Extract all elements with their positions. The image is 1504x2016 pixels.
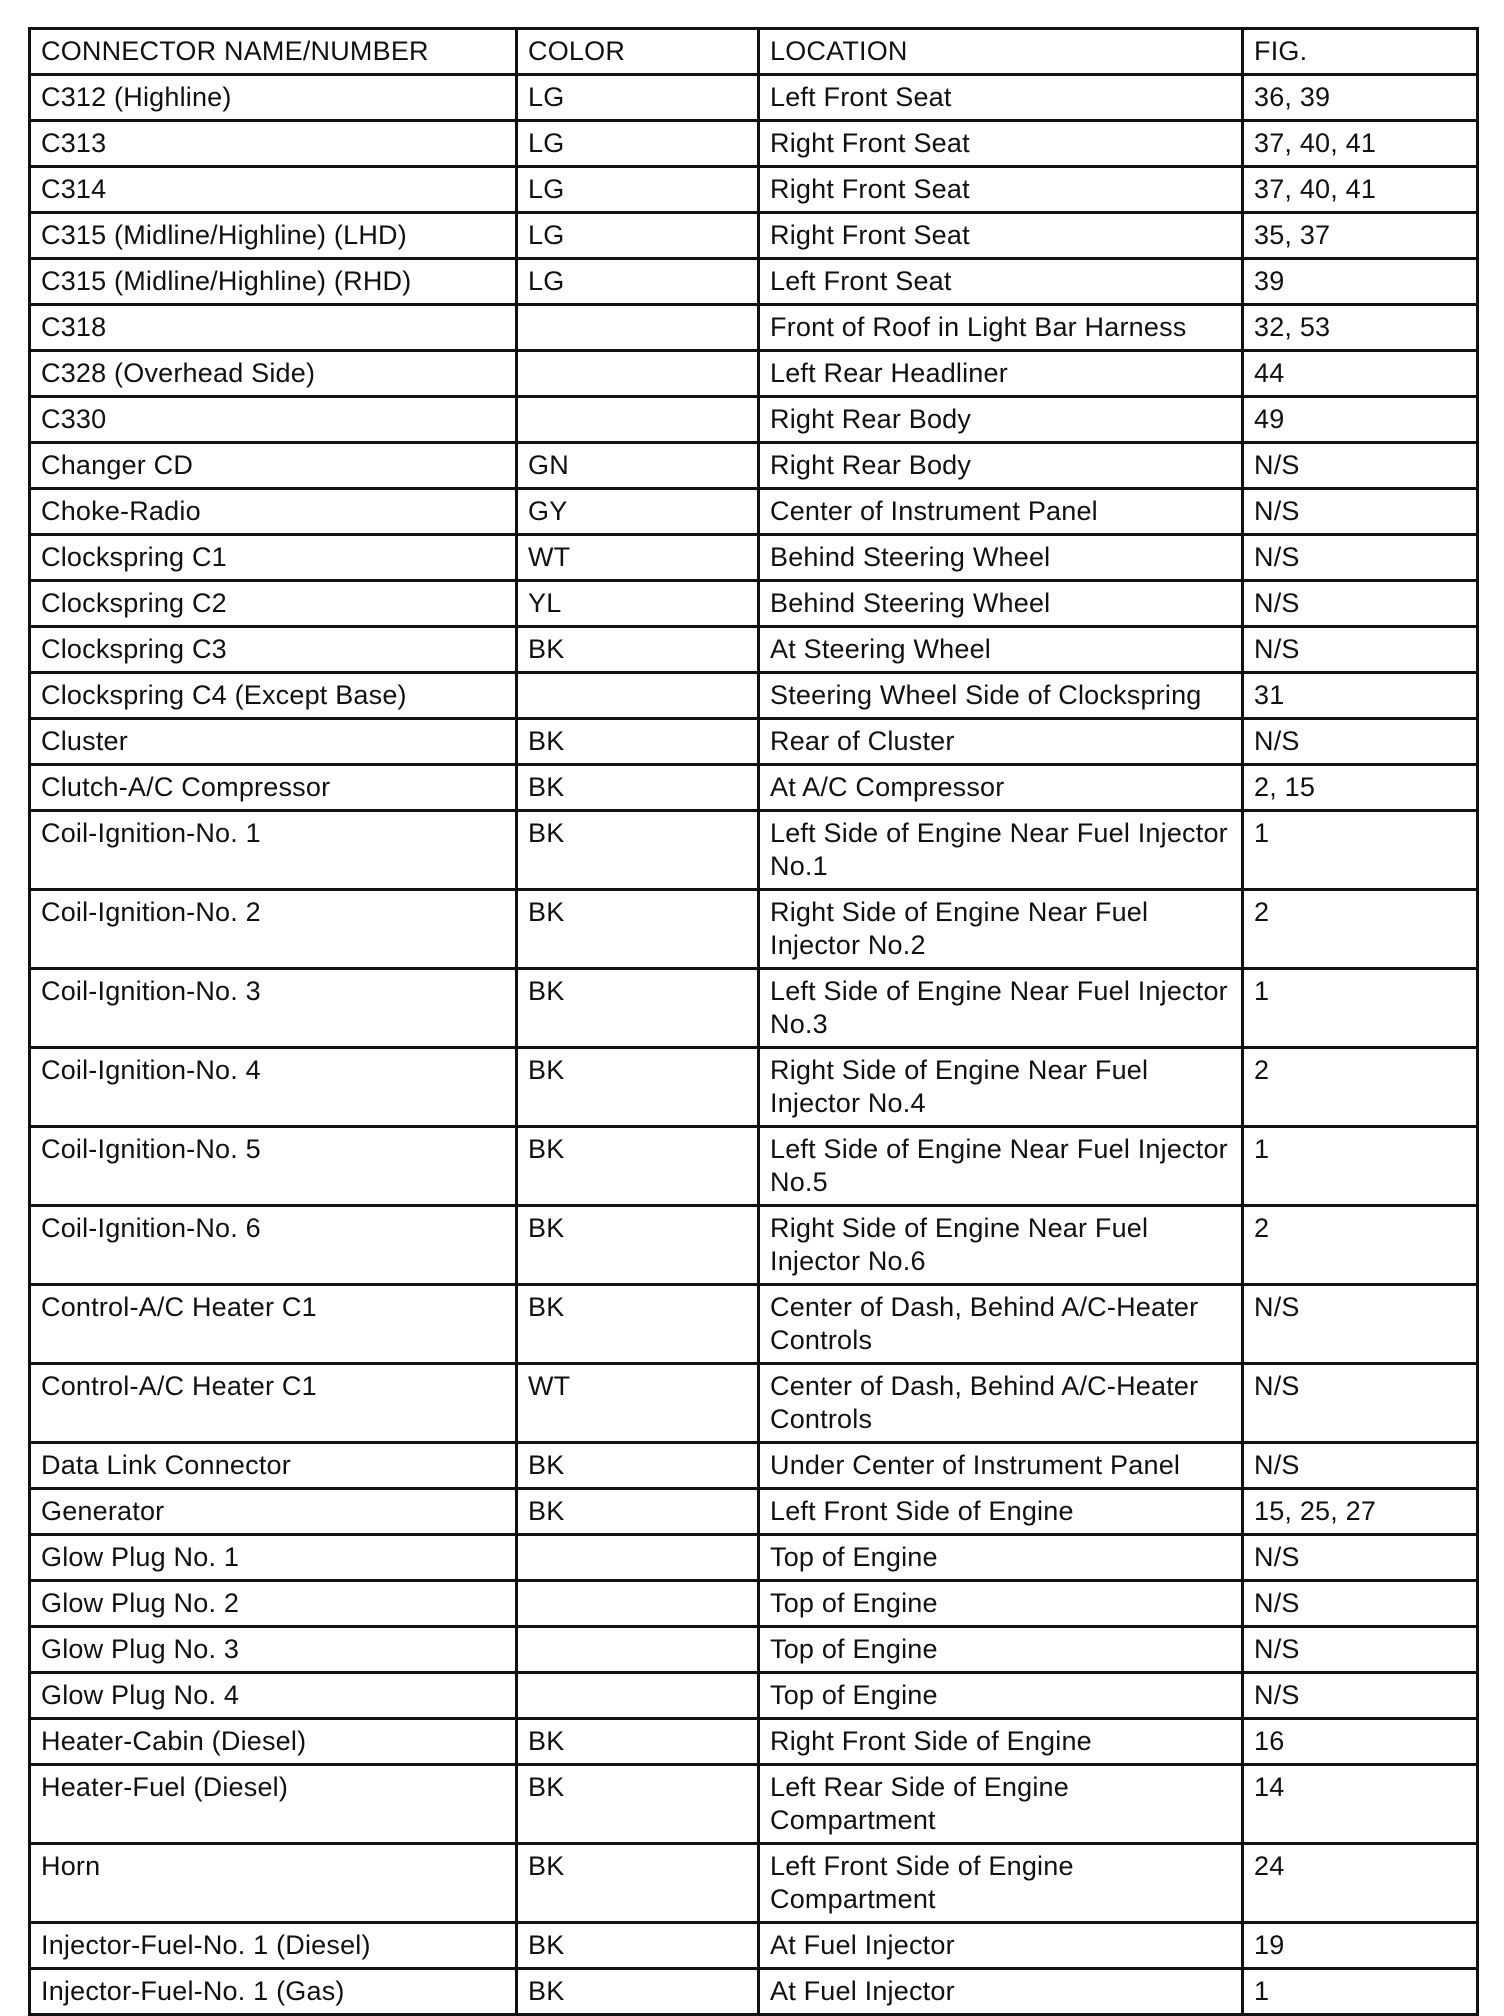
header-connector-name: CONNECTOR NAME/NUMBER <box>30 29 517 75</box>
cell-location: Left Side of Engine Near Fuel Injector No.1 <box>759 811 1243 890</box>
table-row <box>30 811 1478 890</box>
table-row <box>30 305 1478 351</box>
table-row <box>30 1206 1478 1285</box>
cell-connector-name: Injector-Fuel-No. 1 (Diesel) <box>30 1923 517 1969</box>
cell-location: Center of Instrument Panel <box>759 489 1243 535</box>
cell-location: Center of Dash, Behind A/C-Heater Controls <box>759 1364 1243 1443</box>
cell-fig: N/S <box>1243 1443 1478 1489</box>
connector-location-table <box>28 27 1479 2016</box>
cell-color: LG <box>517 75 759 121</box>
cell-connector-name: Clockspring C1 <box>30 535 517 581</box>
cell-connector-name: Control-A/C Heater C1 <box>30 1364 517 1443</box>
cell-color: GY <box>517 489 759 535</box>
cell-location: Top of Engine <box>759 1673 1243 1719</box>
cell-location: Top of Engine <box>759 1627 1243 1673</box>
cell-color: GN <box>517 443 759 489</box>
cell-connector-name: Data Link Connector <box>30 1443 517 1489</box>
cell-fig: 31 <box>1243 673 1478 719</box>
cell-connector-name: Clockspring C4 (Except Base) <box>30 673 517 719</box>
cell-connector-name: Choke-Radio <box>30 489 517 535</box>
table-row <box>30 581 1478 627</box>
cell-connector-name: Coil-Ignition-No. 5 <box>30 1127 517 1206</box>
table-row <box>30 351 1478 397</box>
cell-fig: 2 <box>1243 1048 1478 1127</box>
cell-location: Steering Wheel Side of Clockspring <box>759 673 1243 719</box>
table-row <box>30 1489 1478 1535</box>
cell-color: BK <box>517 1719 759 1765</box>
cell-location: At Fuel Injector <box>759 1969 1243 2015</box>
cell-location: Left Front Side of Engine <box>759 1489 1243 1535</box>
cell-location: Right Front Seat <box>759 121 1243 167</box>
cell-color: BK <box>517 1285 759 1364</box>
table-row <box>30 75 1478 121</box>
header-location: LOCATION <box>759 29 1243 75</box>
cell-fig: 2 <box>1243 1206 1478 1285</box>
cell-color <box>517 351 759 397</box>
cell-color <box>517 397 759 443</box>
cell-fig: N/S <box>1243 1581 1478 1627</box>
table-row <box>30 1048 1478 1127</box>
connector-table-sheet <box>28 27 1476 2016</box>
cell-connector-name: Glow Plug No. 3 <box>30 1627 517 1673</box>
table-row <box>30 627 1478 673</box>
cell-color: WT <box>517 1364 759 1443</box>
cell-color: WT <box>517 535 759 581</box>
table-row <box>30 1673 1478 1719</box>
cell-fig: 44 <box>1243 351 1478 397</box>
cell-color <box>517 1627 759 1673</box>
cell-color <box>517 1581 759 1627</box>
cell-location: Right Front Side of Engine <box>759 1719 1243 1765</box>
cell-color: BK <box>517 811 759 890</box>
cell-connector-name: Coil-Ignition-No. 2 <box>30 890 517 969</box>
table-row <box>30 1535 1478 1581</box>
cell-connector-name: Control-A/C Heater C1 <box>30 1285 517 1364</box>
cell-fig: 1 <box>1243 1127 1478 1206</box>
cell-location: Right Side of Engine Near Fuel Injector No.2 <box>759 890 1243 969</box>
cell-fig: 16 <box>1243 1719 1478 1765</box>
cell-location: Left Side of Engine Near Fuel Injector No.5 <box>759 1127 1243 1206</box>
cell-color <box>517 1535 759 1581</box>
table-body <box>30 75 1478 2015</box>
cell-connector-name: C314 <box>30 167 517 213</box>
cell-connector-name: C312 (Highline) <box>30 75 517 121</box>
cell-connector-name: Glow Plug No. 1 <box>30 1535 517 1581</box>
cell-location: Right Rear Body <box>759 397 1243 443</box>
cell-fig: N/S <box>1243 1627 1478 1673</box>
cell-fig: 37, 40, 41 <box>1243 167 1478 213</box>
cell-fig: 1 <box>1243 969 1478 1048</box>
table-row <box>30 443 1478 489</box>
cell-connector-name: Coil-Ignition-No. 6 <box>30 1206 517 1285</box>
cell-fig: N/S <box>1243 719 1478 765</box>
cell-connector-name: Injector-Fuel-No. 1 (Gas) <box>30 1969 517 2015</box>
cell-location: At A/C Compressor <box>759 765 1243 811</box>
table-row <box>30 1285 1478 1364</box>
cell-color: YL <box>517 581 759 627</box>
cell-color: BK <box>517 627 759 673</box>
cell-fig: 1 <box>1243 1969 1478 2015</box>
cell-color: BK <box>517 765 759 811</box>
table-row <box>30 213 1478 259</box>
cell-color: BK <box>517 1048 759 1127</box>
cell-connector-name: Glow Plug No. 2 <box>30 1581 517 1627</box>
cell-color: BK <box>517 719 759 765</box>
table-row <box>30 121 1478 167</box>
cell-location: Behind Steering Wheel <box>759 535 1243 581</box>
cell-location: At Fuel Injector <box>759 1923 1243 1969</box>
cell-location: Right Side of Engine Near Fuel Injector No.4 <box>759 1048 1243 1127</box>
cell-color: BK <box>517 890 759 969</box>
cell-connector-name: Heater-Fuel (Diesel) <box>30 1765 517 1844</box>
table-row <box>30 1581 1478 1627</box>
cell-location: Left Rear Side of Engine Compartment <box>759 1765 1243 1844</box>
cell-connector-name: Cluster <box>30 719 517 765</box>
table-row <box>30 1969 1478 2015</box>
cell-fig: 24 <box>1243 1844 1478 1923</box>
cell-fig: 32, 53 <box>1243 305 1478 351</box>
table-row <box>30 397 1478 443</box>
cell-color: BK <box>517 1844 759 1923</box>
cell-fig: 37, 40, 41 <box>1243 121 1478 167</box>
cell-location: Center of Dash, Behind A/C-Heater Controls <box>759 1285 1243 1364</box>
cell-location: Behind Steering Wheel <box>759 581 1243 627</box>
cell-fig: 19 <box>1243 1923 1478 1969</box>
cell-color: LG <box>517 259 759 305</box>
cell-fig: N/S <box>1243 1285 1478 1364</box>
cell-location: Left Rear Headliner <box>759 351 1243 397</box>
cell-fig: 35, 37 <box>1243 213 1478 259</box>
cell-fig: N/S <box>1243 581 1478 627</box>
cell-fig: 1 <box>1243 811 1478 890</box>
cell-location: Left Side of Engine Near Fuel Injector No.3 <box>759 969 1243 1048</box>
cell-location: At Steering Wheel <box>759 627 1243 673</box>
cell-color <box>517 673 759 719</box>
cell-connector-name: Clockspring C2 <box>30 581 517 627</box>
table-row <box>30 535 1478 581</box>
header-color: COLOR <box>517 29 759 75</box>
cell-color: BK <box>517 1923 759 1969</box>
header-fig: FIG. <box>1243 29 1478 75</box>
cell-location: Left Front Seat <box>759 75 1243 121</box>
cell-connector-name: Clutch-A/C Compressor <box>30 765 517 811</box>
cell-connector-name: Coil-Ignition-No. 3 <box>30 969 517 1048</box>
cell-color: BK <box>517 1127 759 1206</box>
cell-color: BK <box>517 969 759 1048</box>
cell-connector-name: Clockspring C3 <box>30 627 517 673</box>
table-row <box>30 1627 1478 1673</box>
cell-fig: N/S <box>1243 535 1478 581</box>
cell-fig: 36, 39 <box>1243 75 1478 121</box>
cell-color: LG <box>517 167 759 213</box>
cell-connector-name: C318 <box>30 305 517 351</box>
cell-location: Right Front Seat <box>759 167 1243 213</box>
cell-location: Top of Engine <box>759 1535 1243 1581</box>
cell-location: Left Front Seat <box>759 259 1243 305</box>
cell-fig: 2 <box>1243 890 1478 969</box>
table-header-row <box>30 29 1478 75</box>
cell-connector-name: C330 <box>30 397 517 443</box>
table-row <box>30 1844 1478 1923</box>
cell-connector-name: Coil-Ignition-No. 1 <box>30 811 517 890</box>
cell-fig: N/S <box>1243 1535 1478 1581</box>
cell-location: Rear of Cluster <box>759 719 1243 765</box>
cell-connector-name: Changer CD <box>30 443 517 489</box>
cell-fig: N/S <box>1243 443 1478 489</box>
cell-location: Top of Engine <box>759 1581 1243 1627</box>
table-row <box>30 259 1478 305</box>
cell-fig: N/S <box>1243 1673 1478 1719</box>
table-row <box>30 1923 1478 1969</box>
cell-location: Right Side of Engine Near Fuel Injector No.6 <box>759 1206 1243 1285</box>
table-row <box>30 969 1478 1048</box>
cell-color <box>517 305 759 351</box>
cell-color: BK <box>517 1443 759 1489</box>
cell-connector-name: Coil-Ignition-No. 4 <box>30 1048 517 1127</box>
table-row <box>30 1719 1478 1765</box>
cell-fig: N/S <box>1243 1364 1478 1443</box>
table-row <box>30 1127 1478 1206</box>
cell-location: Right Rear Body <box>759 443 1243 489</box>
cell-connector-name: Heater-Cabin (Diesel) <box>30 1719 517 1765</box>
cell-fig: 2, 15 <box>1243 765 1478 811</box>
cell-connector-name: C313 <box>30 121 517 167</box>
cell-fig: 15, 25, 27 <box>1243 1489 1478 1535</box>
table-row <box>30 765 1478 811</box>
cell-color: LG <box>517 213 759 259</box>
cell-connector-name: C315 (Midline/Highline) (RHD) <box>30 259 517 305</box>
cell-fig: N/S <box>1243 489 1478 535</box>
cell-fig: 14 <box>1243 1765 1478 1844</box>
cell-color: BK <box>517 1489 759 1535</box>
table-row <box>30 1364 1478 1443</box>
cell-connector-name: C328 (Overhead Side) <box>30 351 517 397</box>
cell-fig: N/S <box>1243 627 1478 673</box>
table-row <box>30 673 1478 719</box>
table-row <box>30 719 1478 765</box>
table-row <box>30 489 1478 535</box>
cell-color: BK <box>517 1206 759 1285</box>
table-row <box>30 167 1478 213</box>
cell-connector-name: Generator <box>30 1489 517 1535</box>
cell-color: LG <box>517 121 759 167</box>
cell-color: BK <box>517 1969 759 2015</box>
cell-location: Right Front Seat <box>759 213 1243 259</box>
cell-connector-name: Glow Plug No. 4 <box>30 1673 517 1719</box>
cell-connector-name: C315 (Midline/Highline) (LHD) <box>30 213 517 259</box>
cell-fig: 49 <box>1243 397 1478 443</box>
table-row <box>30 1443 1478 1489</box>
cell-color <box>517 1673 759 1719</box>
table-row <box>30 890 1478 969</box>
cell-connector-name: Horn <box>30 1844 517 1923</box>
cell-color: BK <box>517 1765 759 1844</box>
cell-location: Left Front Side of Engine Compartment <box>759 1844 1243 1923</box>
table-row <box>30 1765 1478 1844</box>
cell-location: Front of Roof in Light Bar Harness <box>759 305 1243 351</box>
cell-location: Under Center of Instrument Panel <box>759 1443 1243 1489</box>
cell-fig: 39 <box>1243 259 1478 305</box>
